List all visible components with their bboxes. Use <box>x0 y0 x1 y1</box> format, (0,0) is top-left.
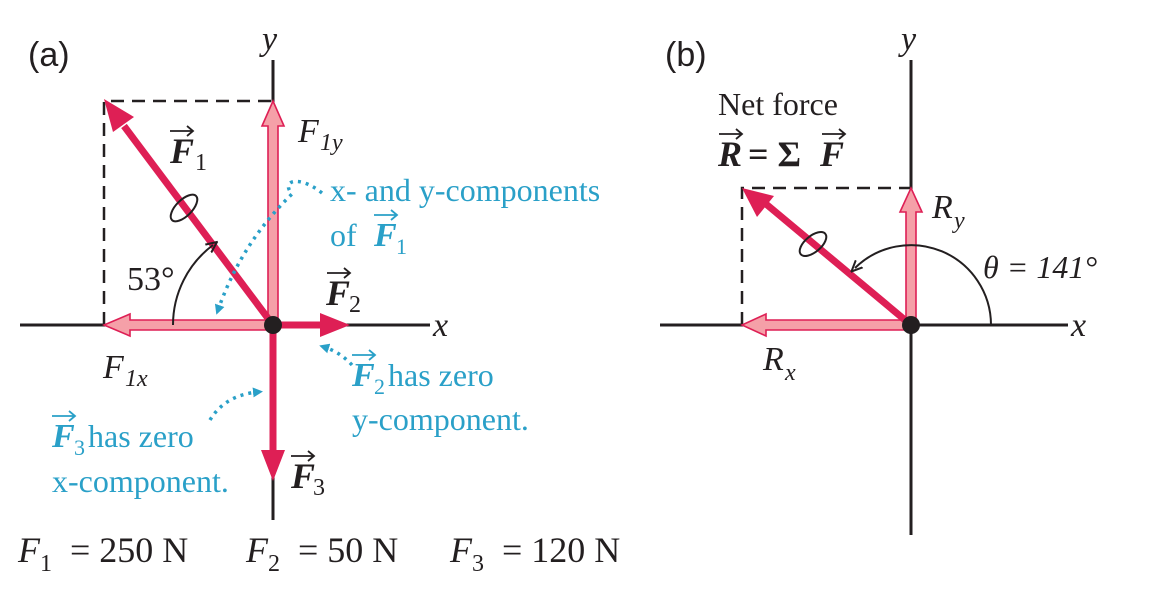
panel-a-x-axis-label: x <box>433 307 449 344</box>
svg-text:x: x <box>785 360 796 386</box>
svg-text:F: F <box>820 134 845 174</box>
f2-vector <box>273 313 350 337</box>
f3-vector <box>261 325 285 481</box>
panel-b-y-axis-label: y <box>901 21 917 58</box>
magnitudes-line <box>17 530 620 577</box>
f3-note-pointer-arrow <box>210 392 258 420</box>
f2-label-symbol: F <box>326 273 351 313</box>
f2-magnitude-subscript: 2 <box>268 551 280 577</box>
f2-label-subscript: 2 <box>349 292 361 318</box>
svg-text:F: F <box>374 217 397 254</box>
panel-b-label: (b) <box>665 36 707 74</box>
f3-label <box>290 451 325 501</box>
r-vector <box>742 188 911 325</box>
ry-component-arrow <box>900 188 922 325</box>
f3-zero-x-note <box>51 411 229 499</box>
svg-text:1y: 1y <box>320 130 343 156</box>
f3-magnitude-subscript: 3 <box>472 551 484 577</box>
rx-label <box>762 341 796 386</box>
panel-a <box>17 21 620 577</box>
rx-component-arrow <box>742 314 911 336</box>
f2-magnitude-symbol: F <box>246 530 268 570</box>
f2-note-pointer-arrow <box>324 347 352 365</box>
ry-label <box>931 189 965 234</box>
theta-label: θ = 141° <box>983 249 1098 285</box>
svg-text:R: R <box>718 134 743 174</box>
f1-magnitude-value: = 250 N <box>70 530 189 570</box>
panel-b <box>660 21 1097 535</box>
components-note-line2-prefix: of <box>330 217 357 253</box>
components-note <box>330 172 600 259</box>
panel-a-label: (a) <box>28 36 70 74</box>
svg-text:1x: 1x <box>125 366 148 392</box>
svg-text:F: F <box>52 418 75 455</box>
f1-magnitude-subscript: 1 <box>40 551 52 577</box>
f3-label-symbol: F <box>291 456 316 496</box>
svg-text:x- and y-components: x- and y-components <box>330 172 601 208</box>
svg-text:1: 1 <box>396 234 407 259</box>
svg-text:R: R <box>932 189 953 226</box>
f2-magnitude-value: = 50 N <box>298 530 399 570</box>
f1x-label <box>102 349 148 392</box>
net-force-equation <box>717 129 845 174</box>
svg-text:has zero: has zero <box>88 418 194 454</box>
f1-label <box>169 126 207 176</box>
angle-53-label: 53° <box>127 261 175 298</box>
f1-label-symbol: F <box>170 131 195 171</box>
svg-text:2: 2 <box>374 374 385 399</box>
f1-label-subscript: 1 <box>195 150 207 176</box>
net-force-title: Net force <box>718 86 838 122</box>
f3-magnitude-value: = 120 N <box>502 530 621 570</box>
svg-text:R: R <box>763 341 784 378</box>
svg-text:has zero: has zero <box>388 357 494 393</box>
f3-label-subscript: 3 <box>313 475 325 501</box>
svg-text:F: F <box>352 357 375 394</box>
f2-label <box>325 268 361 318</box>
theta-arc <box>855 245 991 325</box>
panel-a-origin-dot <box>264 316 282 334</box>
panel-b-x-axis-label: x <box>1071 307 1087 344</box>
angle-53-arc <box>173 245 213 325</box>
panel-a-y-axis-label: y <box>262 21 278 58</box>
panel-b-origin-dot <box>902 316 920 334</box>
svg-text:x-component.: x-component. <box>52 463 229 499</box>
f3-magnitude-symbol: F <box>450 530 472 570</box>
f1-magnitude-symbol: F <box>18 530 40 570</box>
svg-text:3: 3 <box>74 435 85 460</box>
f2-zero-y-note <box>351 350 529 437</box>
svg-text:y: y <box>954 208 965 234</box>
svg-text:F: F <box>298 113 319 150</box>
f1x-component-arrow <box>104 314 273 336</box>
svg-text:= Σ: = Σ <box>748 134 802 174</box>
svg-text:y-component.: y-component. <box>352 401 529 437</box>
svg-text:F: F <box>103 349 124 386</box>
f1y-label <box>297 113 343 156</box>
